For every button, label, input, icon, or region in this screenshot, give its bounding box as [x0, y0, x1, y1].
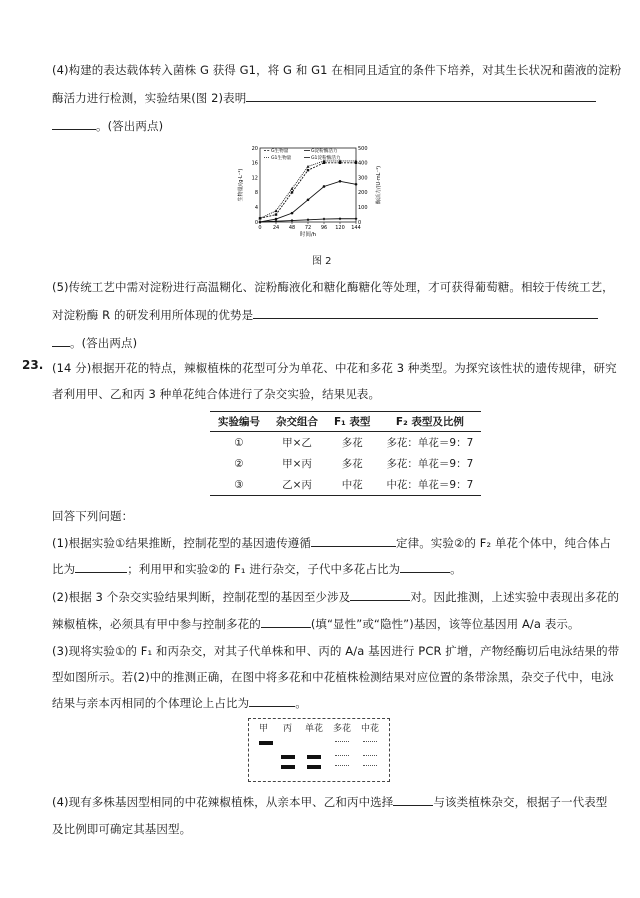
x-tick-label: 72	[304, 225, 312, 231]
answer-blank[interactable]	[246, 90, 596, 102]
y-right-tick-label: 100	[358, 205, 368, 211]
answer-blank[interactable]	[261, 616, 311, 628]
table-cell: 乙×丙	[268, 474, 326, 496]
answer-blank[interactable]	[350, 589, 410, 601]
data-point	[339, 217, 342, 220]
x-tick-label: 120	[335, 225, 345, 231]
x-tick-label: 144	[351, 225, 361, 231]
y-left-tick-label: 16	[251, 160, 258, 167]
table-row	[210, 453, 481, 474]
gel-band	[281, 765, 295, 769]
cross-results-table	[210, 411, 481, 496]
q23-prompt: 回答下列问题：	[52, 509, 134, 523]
x-tick-label: 96	[320, 225, 328, 231]
q23-p2-text: (填“显性”或“隐性”)基因，该等位基因用 A/a 表示。	[310, 617, 580, 631]
q22-p4-line1: (4)构建的表达载体转入菌株 G 获得 G1，将 G 和 G1 在相同且适宜的条件下培养，对其生长状况和菌液的淀粉	[52, 63, 622, 77]
x-axis-label: 时间/h	[299, 232, 317, 238]
gel-lane-label: 多花	[333, 724, 352, 734]
q23-p2-text: 辣椒植株，必须具有甲中参与控制多花的	[52, 617, 261, 631]
answer-blank[interactable]	[52, 335, 70, 347]
q23-p2-text: (2)根据 3 个杂交实验结果判断，控制花型的基因至少涉及	[52, 590, 351, 604]
data-point	[307, 218, 310, 221]
gel-lane-label: 单花	[305, 724, 324, 734]
x-tick-label: 48	[288, 225, 296, 231]
table-header: 杂交组合	[268, 412, 326, 432]
data-point	[323, 218, 326, 221]
q23-p4-line1	[52, 794, 607, 810]
answer-blank[interactable]	[75, 561, 127, 573]
q22-p5-text: 对淀粉酶 R 的研发利用所体现的优势是	[52, 308, 254, 322]
q22-p5-line3	[52, 335, 137, 351]
table-cell: ①	[234, 436, 244, 449]
q23-p4-line2: 及比例即可确定其基因型。	[52, 822, 192, 836]
series-line	[260, 181, 356, 222]
q23-p4-text: 与该类植株杂交，根据子一代表型	[433, 795, 608, 809]
q23-p3-line3	[52, 695, 307, 711]
x-tick-label: 0	[258, 225, 262, 231]
data-point	[307, 169, 309, 171]
data-point	[291, 191, 293, 193]
gel-lane-label: 甲	[259, 724, 269, 734]
q23-p1-text: (1)根据实验①结果推断，控制花型的基因遗传遵循	[52, 536, 311, 550]
q23-p1-text: 。	[450, 562, 462, 576]
gel-blank-band[interactable]	[335, 765, 349, 766]
data-point	[307, 199, 310, 202]
q23-p1-text: ；利用甲和实验②的 F₁ 进行杂交，子代中多花占比为	[127, 562, 401, 576]
table-cell: 多花	[341, 437, 363, 449]
q22-p4-line3	[52, 118, 163, 134]
data-point	[275, 218, 278, 221]
answer-blank[interactable]	[52, 118, 96, 130]
gel-band	[307, 755, 321, 759]
table-header: 实验编号	[210, 412, 268, 432]
table-cell: ③	[210, 474, 268, 496]
q22-p4-text: 酶活力进行检测，实验结果(图 2)表明	[52, 91, 247, 105]
data-point	[323, 185, 326, 188]
legend-label: G生物量	[271, 149, 289, 154]
gel-blank-band[interactable]	[335, 755, 349, 756]
q23-p4-text: (4)现有多株基因型相同的中花辣椒植株，从亲本甲、乙和丙中选择	[52, 795, 394, 809]
y-left-tick-label: 12	[251, 175, 258, 182]
y-left-tick-label: 4	[254, 205, 258, 211]
data-point	[291, 219, 294, 222]
table-cell: 多花：单花＝9：7	[386, 437, 474, 449]
table-row	[210, 474, 481, 496]
q23-p1-line1	[52, 535, 611, 551]
legend-label: G1淀粉酶活力	[311, 156, 341, 161]
gel-blank-band[interactable]	[363, 741, 377, 742]
q23-p2-line2	[52, 616, 580, 632]
question-number: 23.	[22, 358, 44, 372]
table-header: F₁ 表型	[326, 412, 378, 432]
x-tick-label: 24	[272, 225, 280, 231]
table-row	[210, 432, 481, 454]
table-cell: 中花：单花＝9：7	[378, 474, 481, 496]
gel-band	[307, 765, 321, 769]
y-right-axis-label: 酶活力/(U·mL⁻¹)	[376, 165, 382, 205]
q22-p4-line2	[52, 90, 596, 106]
q23-p3-text: 结果与亲本丙相同的个体理论上占比为	[52, 696, 250, 710]
data-point	[291, 212, 294, 215]
q23-intro-line1: (14 分)根据开花的特点，辣椒植株的花型可分为单花、中花和多花 3 种类型。为探究该性状的遗传规律，研究	[52, 361, 617, 375]
answer-blank[interactable]	[393, 794, 433, 806]
data-point	[275, 213, 277, 215]
y-right-tick-label: 0	[358, 219, 362, 226]
answer-blank[interactable]	[311, 535, 396, 547]
y-right-tick-label: 200	[358, 190, 368, 197]
table-cell: 多花	[341, 458, 363, 470]
data-point	[355, 183, 358, 186]
q23-p2-text: 对。因此推测，上述实验中表现出多花的	[410, 590, 620, 604]
data-point	[275, 209, 278, 212]
gel-blank-band[interactable]	[363, 765, 377, 766]
q23-p1-text: 比为	[52, 562, 76, 576]
gel-lane-label: 丙	[283, 724, 293, 734]
table-cell: 甲×乙	[282, 437, 312, 449]
table-cell: 多花：单花＝9：7	[386, 458, 474, 470]
figure-caption: 图 2	[312, 256, 332, 267]
y-right-tick-label: 400	[358, 160, 368, 167]
y-right-tick-label: 300	[358, 175, 368, 182]
gel-band	[281, 755, 295, 759]
figure-2-chart	[236, 138, 386, 242]
q23-p3-line2: 型如图所示。若(2)中的推测正确，在图中将多花和中花植株检测结果对应位置的条带涂黑，杂交子代中，电泳	[52, 670, 614, 684]
answer-blank[interactable]	[400, 561, 450, 573]
gel-lane-label: 中花	[361, 724, 380, 734]
table-cell: 中花	[326, 474, 378, 496]
q23-intro-line2: 者利用甲、乙和丙 3 种单花纯合体进行了杂交实验，结果见表。	[52, 387, 381, 401]
q23-p3-text: 。	[295, 696, 307, 710]
electrophoresis-gel	[248, 718, 390, 782]
gel-blank-band[interactable]	[335, 741, 349, 742]
q22-p5-line1: (5)传统工艺中需对淀粉进行高温糊化、淀粉酶液化和糖化酶糖化等处理，才可获得葡萄糖。相较于传统工艺，	[52, 280, 614, 294]
data-point	[307, 165, 310, 168]
answer-blank[interactable]	[249, 695, 295, 707]
table-header: F₂ 表型及比例	[378, 412, 481, 432]
q22-p5-line2	[52, 307, 598, 323]
y-left-tick-label: 20	[251, 145, 258, 152]
q23-p2-line1	[52, 589, 619, 605]
data-point	[259, 221, 262, 224]
y-left-axis-label: 生物量/(g·L⁻¹)	[238, 168, 244, 202]
y-left-tick-label: 8	[254, 190, 258, 197]
y-right-tick-label: 500	[358, 145, 368, 152]
table-header-row	[210, 412, 481, 432]
q22-p5-note: 。(答出两点)	[70, 336, 138, 350]
data-point	[339, 180, 342, 183]
legend-label: G淀粉酶活力	[311, 149, 338, 154]
q23-p1-line2	[52, 561, 462, 577]
y-left-tick-label: 0	[254, 219, 258, 226]
q23-p3-line1: (3)现将实验①的 F₁ 和丙杂交，对其子代单株和甲、丙的 A/a 基因进行 PCR 扩增，产物经酶切后电泳结果的带	[52, 644, 620, 658]
table-cell: ②	[234, 457, 244, 470]
table-cell: 甲×丙	[282, 458, 312, 470]
gel-band	[259, 741, 273, 745]
q22-p4-note: 。(答出两点)	[96, 119, 164, 133]
q23-p1-text: 定律。实验②的 F₂ 单花个体中，纯合体占	[396, 536, 611, 550]
answer-blank[interactable]	[253, 307, 598, 319]
legend-label: G1生物量	[271, 156, 292, 161]
gel-blank-band[interactable]	[363, 755, 377, 756]
